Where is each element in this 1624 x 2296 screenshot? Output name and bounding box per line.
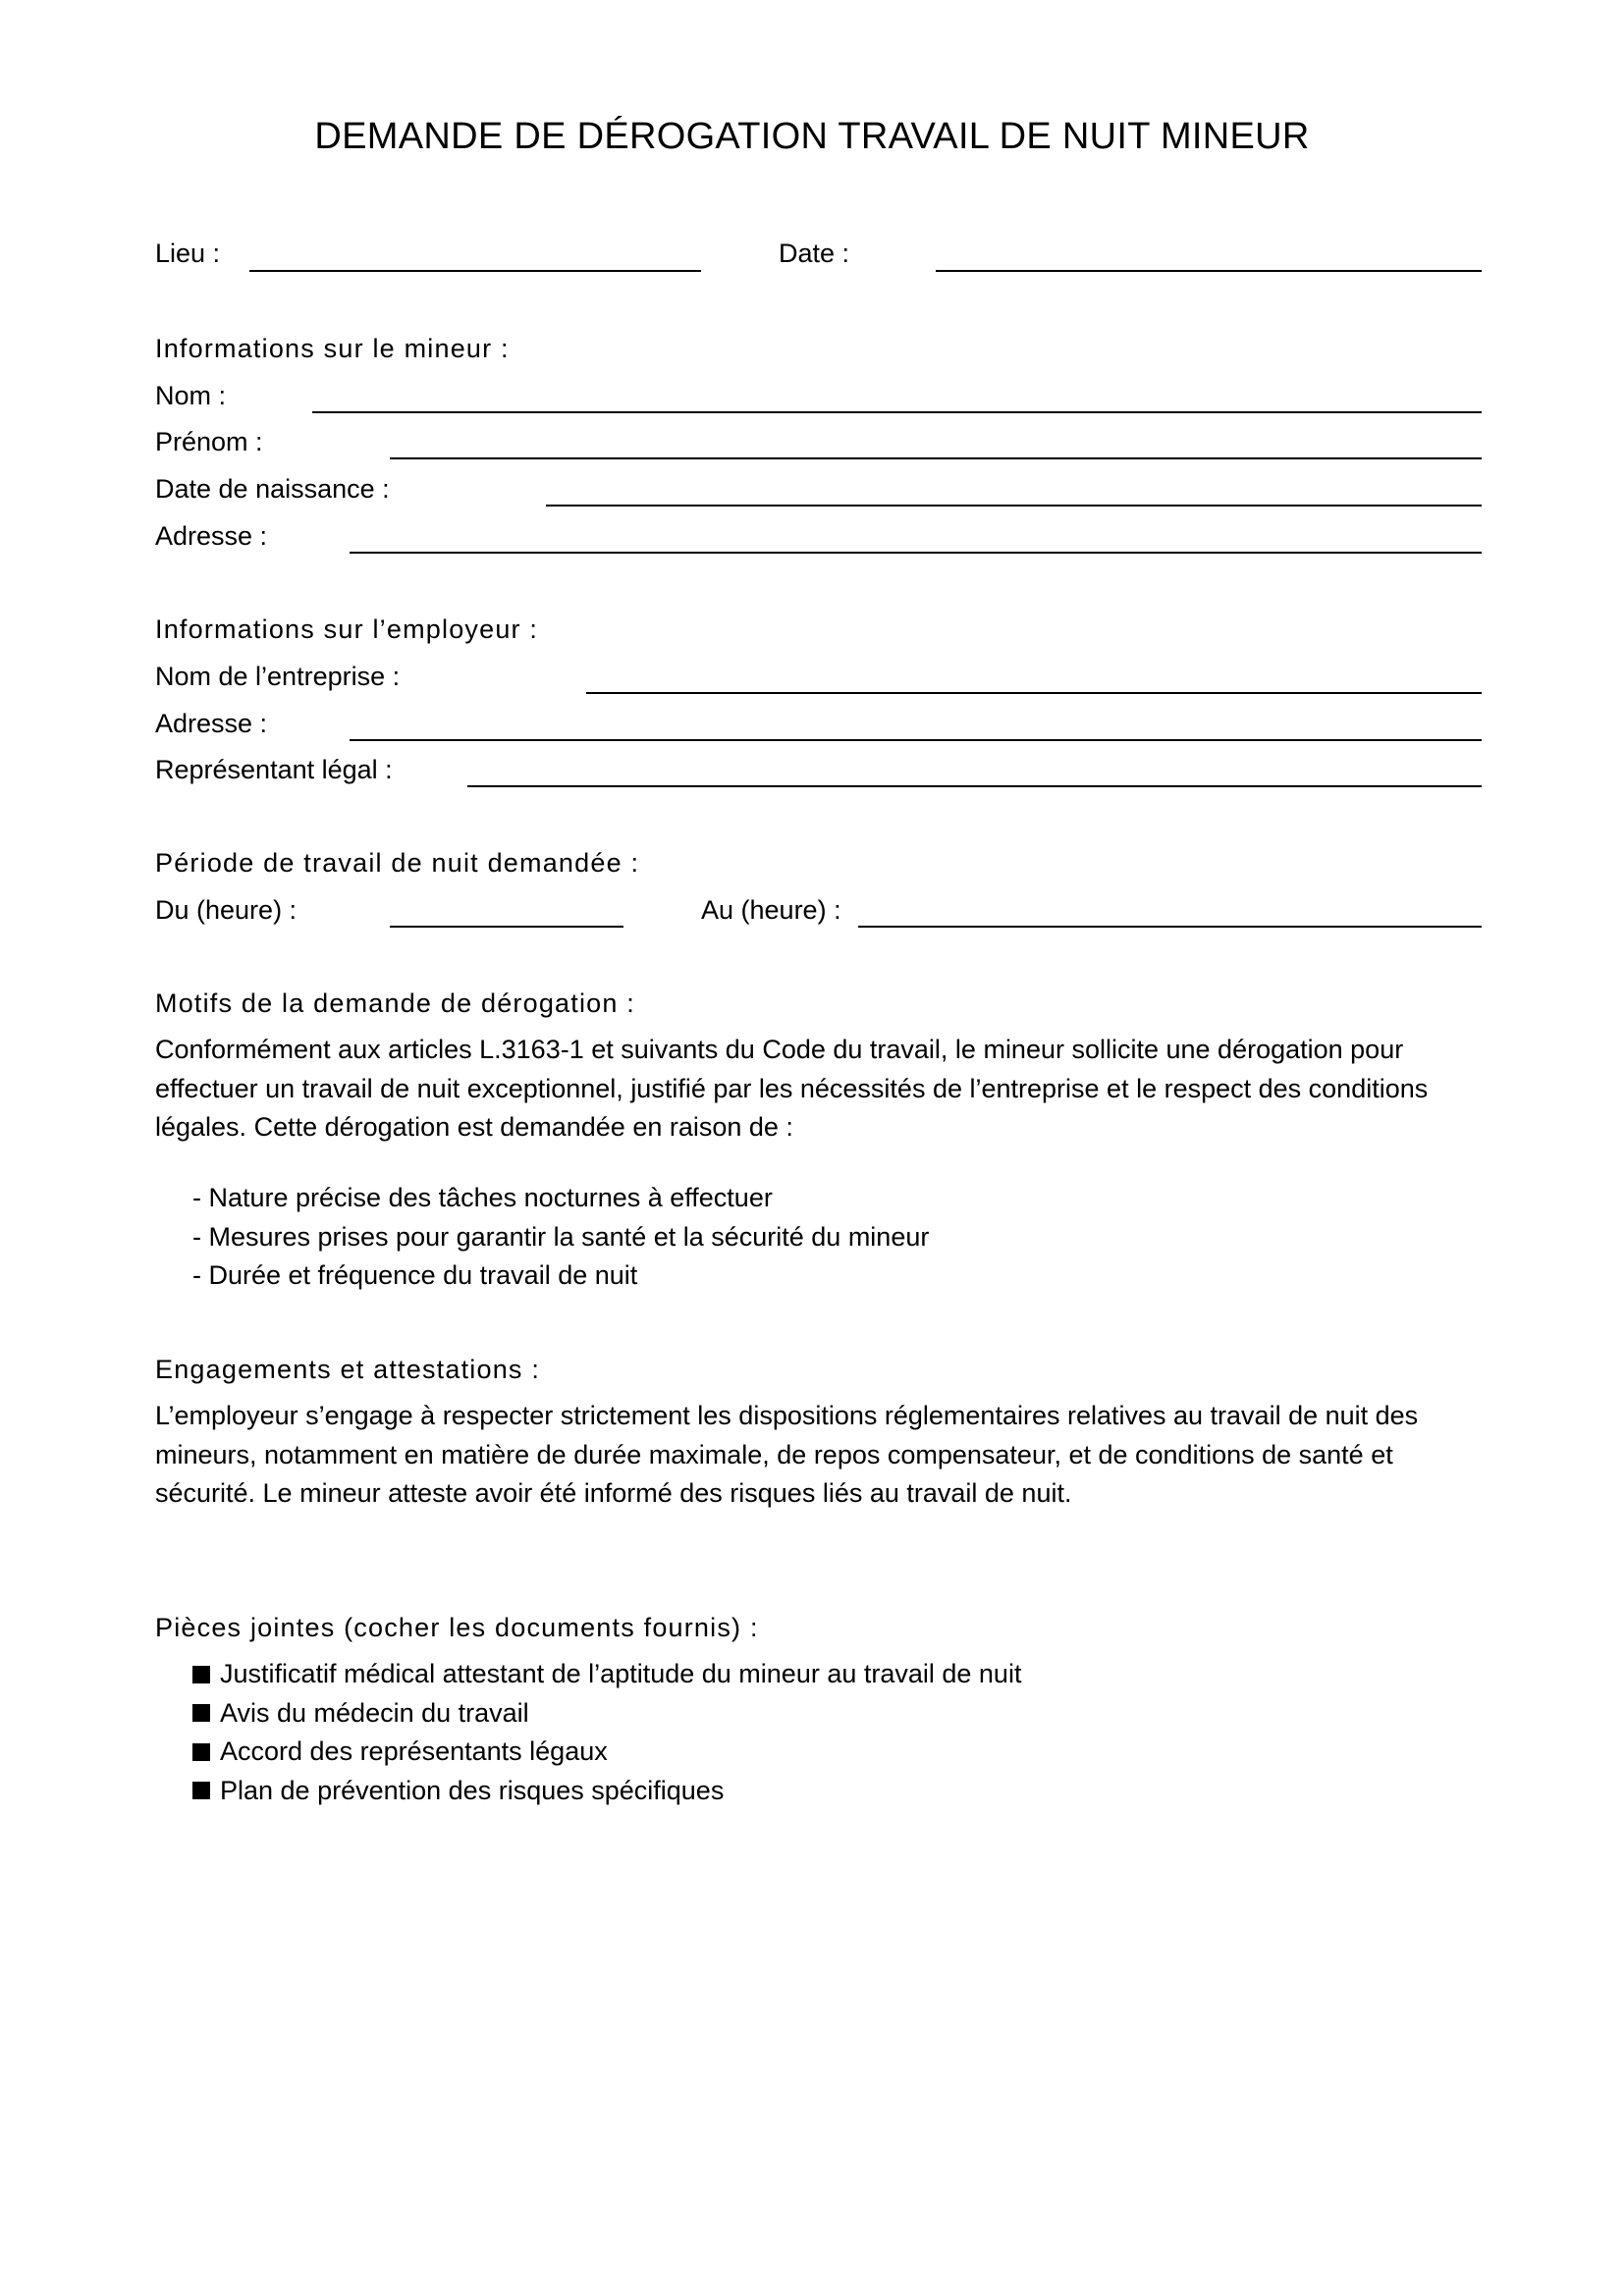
mineur-naissance-label: Date de naissance :	[155, 474, 390, 504]
mineur-heading: Informations sur le mineur :	[155, 334, 510, 363]
employeur-heading: Informations sur l’employeur :	[155, 614, 539, 644]
lieu-field[interactable]	[249, 270, 701, 272]
piece-item-plan[interactable]	[192, 1772, 724, 1811]
checkbox-filled-icon[interactable]	[192, 1782, 210, 1799]
motifs-text: Conformément aux articles L.3163-1 et suivants du Code du travail, le mineur sollicite une dérogation pour effectuer un travail de nuit exceptionnel, justifié par les nécessités de l’entreprise et le respect des conditions légales. Cette dérogation est demandée en raison de :	[155, 1035, 1429, 1142]
lieu-label: Lieu :	[155, 239, 221, 268]
mineur-adresse-label: Adresse :	[155, 521, 268, 551]
pieces-heading: Pièces jointes (cocher les documents fournis) :	[155, 1613, 759, 1642]
motifs-paragraph	[155, 1031, 1490, 1148]
piece-label: Avis du médecin du travail	[220, 1697, 529, 1728]
employeur-entreprise-label: Nom de l’entreprise :	[155, 662, 401, 691]
periode-du-label: Du (heure) :	[155, 895, 298, 925]
checkbox-filled-icon[interactable]	[192, 1743, 210, 1761]
mineur-nom-label: Nom :	[155, 381, 227, 410]
piece-item-accord[interactable]	[192, 1733, 608, 1772]
mineur-prenom-label: Prénom :	[155, 427, 263, 456]
checkbox-filled-icon[interactable]	[192, 1666, 210, 1683]
date-label: Date :	[779, 239, 850, 268]
mineur-nom-field[interactable]	[312, 411, 1482, 413]
periode-au-label: Au (heure) :	[701, 895, 841, 925]
list-item: - Durée et fréquence du travail de nuit	[192, 1260, 638, 1290]
piece-label: Justificatif médical attestant de l’aptitude du mineur au travail de nuit	[220, 1659, 1022, 1688]
piece-label: Accord des représentants légaux	[220, 1736, 608, 1766]
engagements-text: L’employeur s’engage à respecter strictement les dispositions réglementaires relatives au travail de nuit des mineurs, notamment en matière de durée maximale, de repos compensateur, et de conditions de santé et sécurité. Le mineur atteste avoir été informé des risques liés au travail de nuit.	[155, 1401, 1419, 1508]
piece-item-justificatif[interactable]	[192, 1655, 1021, 1694]
engagements-heading: Engagements et attestations :	[155, 1355, 541, 1384]
mineur-naissance-field[interactable]	[546, 505, 1482, 507]
list-item: - Nature précise des tâches nocturnes à effectuer	[192, 1183, 773, 1212]
mineur-prenom-field[interactable]	[390, 457, 1482, 459]
checkbox-filled-icon[interactable]	[192, 1704, 210, 1722]
piece-label: Plan de prévention des risques spécifiques	[220, 1775, 725, 1805]
periode-du-field[interactable]	[390, 926, 623, 928]
employeur-adresse-label: Adresse :	[155, 709, 268, 738]
periode-au-field[interactable]	[858, 926, 1482, 928]
date-field[interactable]	[936, 270, 1482, 272]
mineur-adresse-field[interactable]	[350, 552, 1482, 554]
periode-heading: Période de travail de nuit demandée :	[155, 848, 640, 878]
page-title: DEMANDE DE DÉROGATION TRAVAIL DE NUIT MINEUR	[314, 116, 1310, 157]
employeur-entreprise-field[interactable]	[586, 692, 1482, 694]
employeur-adresse-field[interactable]	[350, 739, 1482, 741]
piece-item-avis[interactable]	[192, 1694, 529, 1734]
employeur-representant-field[interactable]	[467, 785, 1482, 787]
motifs-heading: Motifs de la demande de dérogation :	[155, 988, 635, 1018]
list-item: - Mesures prises pour garantir la santé et la sécurité du mineur	[192, 1221, 930, 1252]
motifs-list	[192, 1179, 929, 1296]
engagements-paragraph	[155, 1397, 1490, 1514]
employeur-representant-label: Représentant légal :	[155, 755, 393, 784]
